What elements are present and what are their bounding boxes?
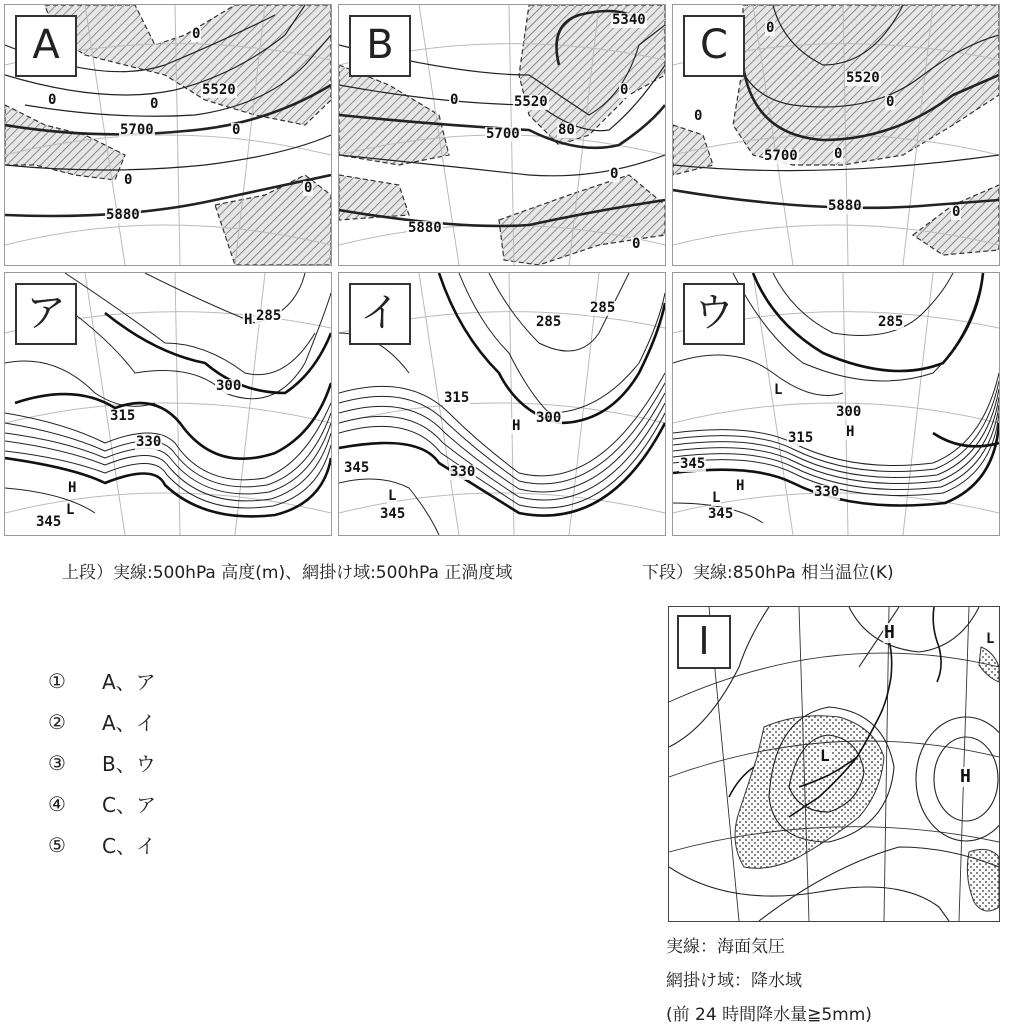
- contour-label: 0: [610, 166, 619, 182]
- contour-label: 315: [110, 408, 136, 424]
- pressure-center-h: H: [512, 418, 521, 434]
- contour-label: 5700: [486, 126, 520, 142]
- contour-label: 5700: [764, 148, 798, 164]
- precipitation-area: [735, 716, 884, 869]
- vorticity-area: [339, 175, 409, 220]
- legend-line: 網掛け域：降水域: [666, 971, 802, 991]
- contour-label: 0: [632, 236, 641, 252]
- contour-label: 315: [788, 430, 814, 446]
- choice-number: ②: [48, 709, 66, 734]
- contour-label: 0: [48, 92, 57, 108]
- contour-label: 0: [694, 108, 703, 124]
- contour-label: 5520: [202, 82, 236, 98]
- contour-label: 0: [766, 20, 775, 36]
- legend-line: (前 24 時間降水量≧5mm): [666, 1005, 872, 1025]
- panel-tag: C: [683, 15, 745, 77]
- pressure-center-h: H: [846, 424, 855, 440]
- choice-number: ③: [48, 750, 66, 775]
- contour-label: 300: [216, 378, 242, 394]
- pressure-center-l: L: [388, 488, 397, 504]
- contour-label: 300: [536, 410, 562, 426]
- contour-label: 5520: [514, 94, 548, 110]
- choice-1[interactable]: [48, 660, 156, 701]
- contour-label: 5880: [828, 198, 862, 214]
- contour-label: 285: [878, 314, 904, 330]
- contour-label: 330: [136, 434, 162, 450]
- answer-choices: [48, 660, 156, 865]
- choice-text: A、ア: [102, 670, 156, 694]
- choice-3[interactable]: [48, 742, 156, 783]
- contour-label: 0: [232, 122, 241, 138]
- pressure-center-l: L: [820, 746, 830, 765]
- pressure-center-l: L: [774, 382, 783, 398]
- contour-label: 0: [620, 82, 629, 98]
- contour-label: 300: [836, 404, 862, 420]
- map-panel-a: [4, 4, 332, 266]
- vorticity-area: [339, 65, 449, 165]
- legend-line: 実線：海面気圧: [666, 937, 785, 957]
- pressure-center-l: L: [986, 631, 995, 647]
- contour-label: 5340: [612, 12, 646, 28]
- contour-label: 0: [192, 26, 201, 42]
- contour-label: 345: [344, 460, 370, 476]
- contour-label: 345: [36, 514, 62, 530]
- contour-label: 5700: [120, 122, 154, 138]
- choice-number: ①: [48, 668, 66, 693]
- panel-tag: B: [349, 15, 411, 77]
- contour-label: 5520: [846, 70, 880, 86]
- contour-label: 285: [536, 314, 562, 330]
- choice-5[interactable]: [48, 824, 156, 865]
- contour-label: 345: [380, 506, 406, 522]
- contour-label: 0: [834, 146, 843, 162]
- pressure-center-l: L: [712, 490, 721, 506]
- choice-number: ④: [48, 791, 66, 816]
- contour-label: 0: [450, 92, 459, 108]
- map-panel-b: [338, 4, 666, 266]
- choice-2[interactable]: [48, 701, 156, 742]
- vorticity-area: [913, 185, 999, 255]
- contour-label: 0: [304, 180, 313, 196]
- panel-tag: ウ: [683, 283, 745, 345]
- pressure-center-h: H: [884, 622, 895, 643]
- contour-label: 0: [124, 172, 133, 188]
- pressure-center-l: L: [66, 502, 75, 518]
- panel-tag: ア: [15, 283, 77, 345]
- contour-label: 330: [450, 464, 476, 480]
- contour-label: 345: [708, 506, 734, 522]
- contour-label: 345: [680, 456, 706, 472]
- map-i-legend: [666, 930, 872, 1032]
- precipitation-area: [967, 849, 999, 911]
- contour-label: 0: [952, 204, 961, 220]
- contour-label: 315: [444, 390, 470, 406]
- map-panel-i: [668, 606, 1000, 922]
- map-panel-i-lower: [338, 272, 666, 536]
- map-panel-u-lower: [672, 272, 1000, 536]
- contour-label: 285: [590, 300, 616, 316]
- contour-label: 285: [256, 308, 282, 324]
- panel-tag: I: [677, 615, 731, 669]
- choice-text: C、イ: [102, 834, 156, 858]
- choice-text: A、イ: [102, 711, 156, 735]
- choice-text: B、ウ: [102, 752, 156, 776]
- caption-lower: 下段）実線:850hPa 相当温位(K): [642, 563, 894, 583]
- choice-number: ⑤: [48, 832, 66, 857]
- contour-label: 0: [150, 96, 159, 112]
- pressure-center-h: H: [244, 312, 253, 328]
- pressure-center-h: H: [68, 480, 77, 496]
- contour-label: 330: [814, 484, 840, 500]
- contour-label: 5880: [408, 220, 442, 236]
- pressure-center-h: H: [960, 766, 971, 787]
- map-panel-a-lower: [4, 272, 332, 536]
- contour-label: 0: [886, 94, 895, 110]
- map-panel-c: [672, 4, 1000, 266]
- contour-label: 5880: [106, 207, 140, 223]
- panel-tag: A: [15, 15, 77, 77]
- pressure-center-h: H: [736, 478, 745, 494]
- caption-upper: 上段）実線:500hPa 高度(m)、網掛け域:500hPa 正渦度域: [62, 563, 513, 583]
- choice-text: C、ア: [102, 793, 156, 817]
- panel-tag: イ: [349, 283, 411, 345]
- choice-4[interactable]: [48, 783, 156, 824]
- contour-label: 80: [558, 122, 575, 138]
